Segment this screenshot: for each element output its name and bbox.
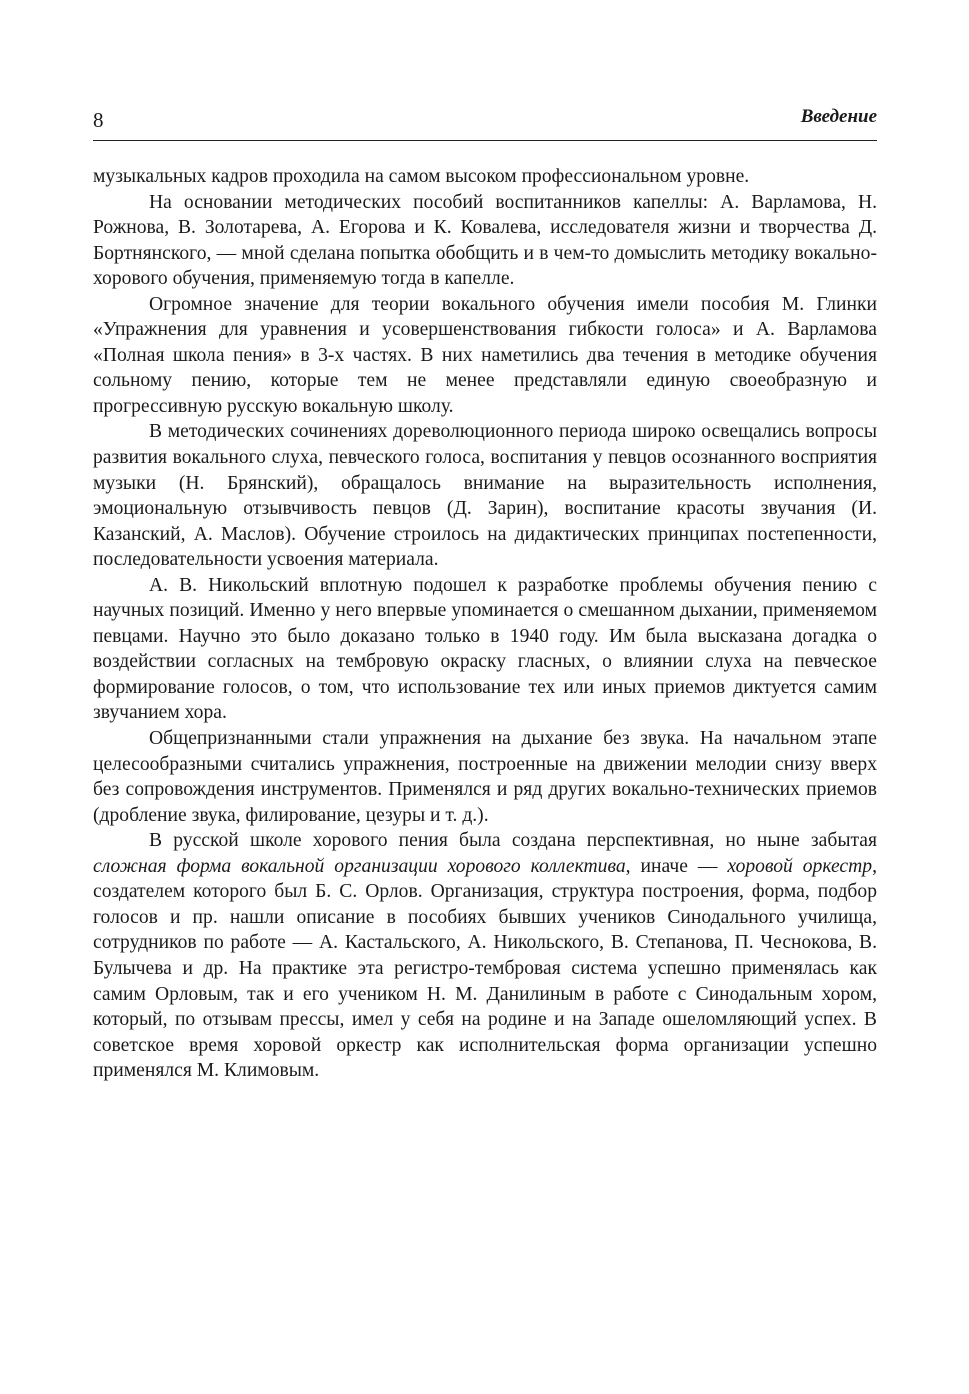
page-number: 8 (93, 108, 104, 132)
italic-term: сложная форма вокальной организации хорового коллектива (93, 855, 626, 877)
paragraph: А. В. Никольский вплотную подошел к разработке проблемы обучения пению с научных позиций. Именно у него впервые упоминается о смешанном дыхании, применяемом певцами. Научно это было доказано только в 1940 году. Им была высказана догадка о воздействии согласных на тембровую окраску гласных, о влиянии слуха на певческое формирование голосов, о том, что использование тех или иных приемов диктуется самим звучанием хора. (93, 574, 877, 724)
text-run: В русской школе хорового пения была создана перспективная, но ныне забытая (149, 830, 877, 852)
page-header (93, 104, 877, 141)
paragraph: Огромное значение для теории вокального обучения имели пособия М. Глинки «Упражнения для уравнения и усовершенствования гибкости голоса» и А. Варламова «Полная школа пения» в 3-х частях. В них наметились два течения в методике обучения сольному пению, которые тем не менее представляли единую своеобразную и прогрессивную русскую вокальную школу. (93, 293, 877, 417)
running-head: Введение (800, 106, 877, 127)
paragraph: Общепризнанными стали упражнения на дыхание без звука. На начальном этапе целесообразными считались упражнения, построенные на движении мелодии снизу вверх без сопровождения инструментов. Применялся и ряд других вокально-технических приемов (дробление звука, филирование, цезуры и т. д.). (93, 728, 877, 826)
body-text (93, 164, 877, 1084)
paragraph (93, 828, 877, 1083)
italic-term: хоровой оркестр (727, 855, 873, 877)
text-run: , иначе — (625, 855, 728, 877)
paragraph: В методических сочинениях дореволюционного периода широко освещались вопросы развития вокального слуха, певческого голоса, воспитания у певцов осознанного восприятия музыки (Н. Брянский), обращалось внимание на выразительность исполнения, эмоциональную отзывчивость певцов (Д. Зарин), воспитание красоты звучания (И. Казанский, А. Маслов). Обучение строилось на дидактических принципах постепенности, последовательности усвоения материала. (93, 421, 877, 571)
text-run: , создателем которого был Б. С. Орлов. Организация, структура построения, форма, подбор голосов и пр. нашли описание в пособиях бывших учеников Синодального училища, сотрудников по работе — А. Кастальского, А. Никольского, В. Степанова, П. Чеснокова, В. Булычева и др. На практике эта регистро-тембровая система успешно применялась как самим Орловым, так и его учеником Н. М. Данилиным в работе с Синодальным хором, который, по отзывам прессы, имел у себя на родине и на Западе ошеломляющий успех. В советское время хоровой оркестр как исполнительская форма организации успешно применялся М. Климовым. (93, 855, 877, 1082)
paragraph: На основании методических пособий воспитанников капеллы: А. Варламова, Н. Рожнова, В. Золотарева, А. Егорова и К. Ковалева, исследователя жизни и творчества Д. Бортнянского, — мной сделана попытка обобщить и в чем-то домыслить методику вокально-хорового обучения, применяемую тогда в капелле. (93, 191, 877, 290)
paragraph-continuation: музыкальных кадров проходила на самом высоком профессиональном уровне. (93, 166, 750, 187)
